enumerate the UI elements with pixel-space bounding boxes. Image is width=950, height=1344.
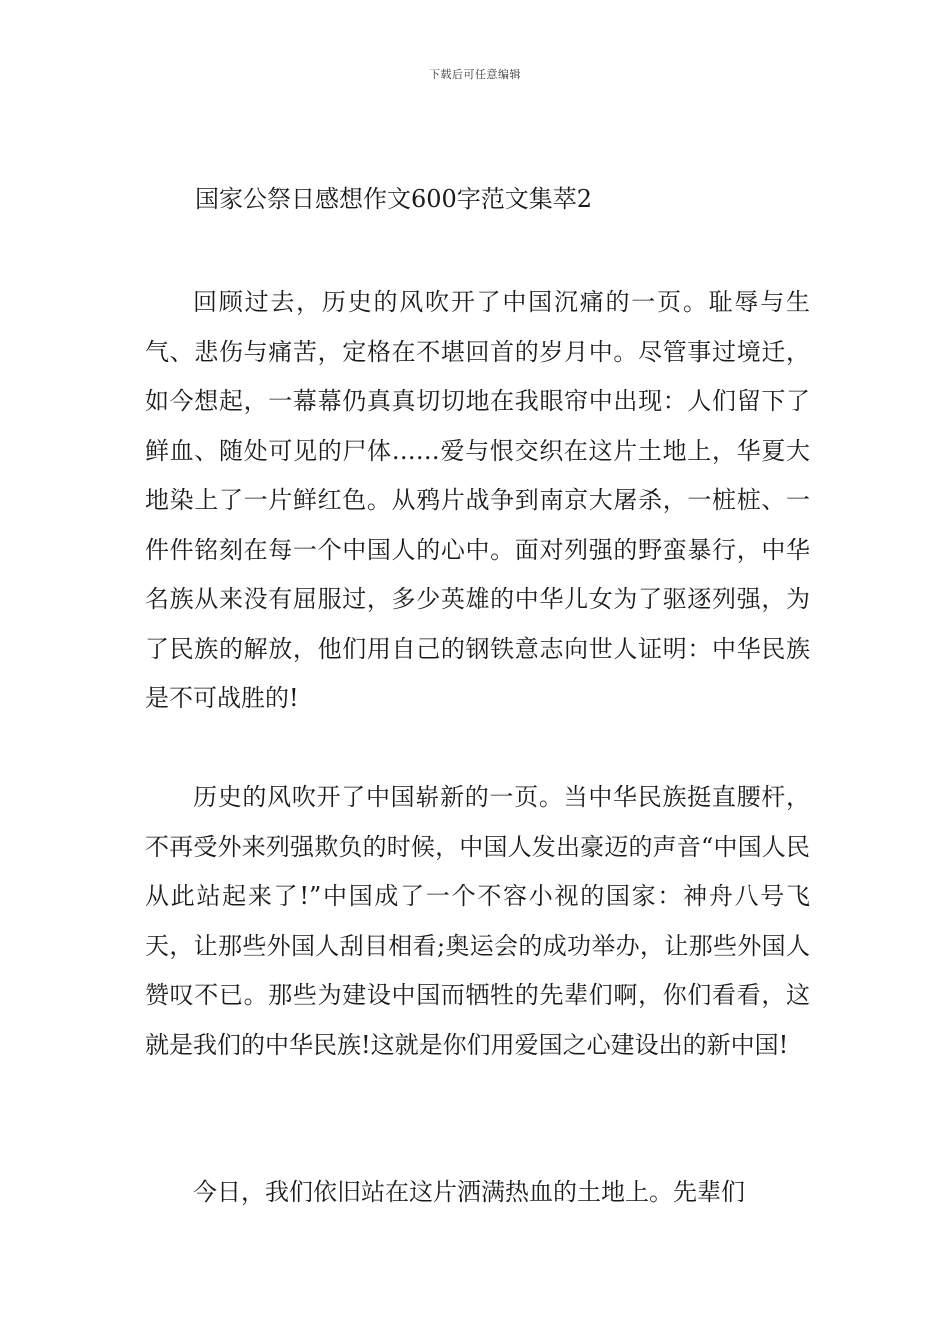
paragraph-3: 今日，我们依旧站在这片洒满热血的土地上。先辈们 [193,1178,745,1206]
document-title: 国家公祭日感想作文600字范文集萃2 [195,185,593,213]
paragraph-2: 历史的风吹开了中国崭新的一页。当中华民族挺直腰杆，不再受外来列强欺负的时候，中国人发出豪迈的声音“中国人民从此站起来了!”中国成了一个不容小视的国家：神舟八号飞天，让那些外国人刮目相看;奥运会的成功举办，让那些外国人赞叹不已。那些为建设中国而牺牲的先辈们啊，你们看看，这就是我们的中华民族!这就是你们用爱国之心建设出的新中国! [145,783,810,1059]
header-note: 下载后可任意编辑 [429,68,521,81]
paragraph-1: 回顾过去，历史的风吹开了中国沉痛的一页。耻辱与生气、悲伤与痛苦，定格在不堪回首的岁月中。尽管事过境迁，如今想起，一幕幕仍真真切切地在我眼帘中出现：人们留下了鲜血、随处可见的尸体……爱与恨交织在这片土地上，华夏大地染上了一片鲜红色。从鸦片战争到南京大屠杀，一桩桩、一件件铭刻在每一个中国人的心中。面对列强的野蛮暴行，中华名族从来没有屈服过，多少英雄的中华儿女为了驱逐列强，为了民族的解放，他们用自己的钢铁意志向世人证明：中华民族是不可战胜的! [145,288,810,712]
